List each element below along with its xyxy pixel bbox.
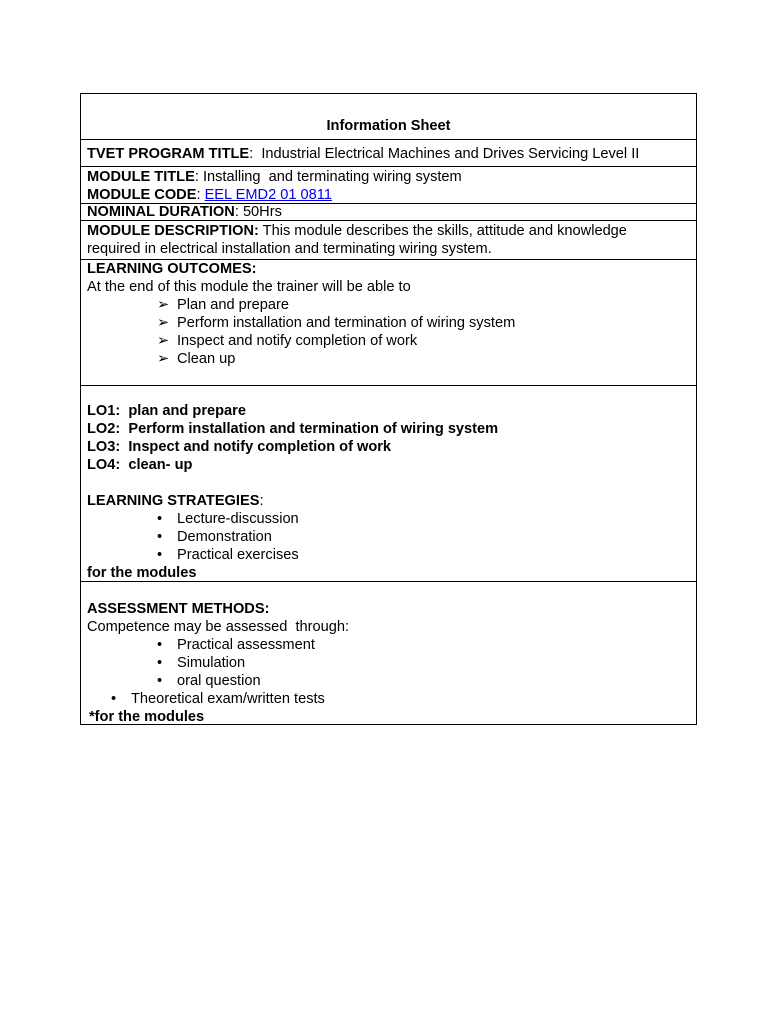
bullet-icon: • [157,547,163,563]
duration-value: 50Hrs [238,204,282,220]
program-title-label: TVET PROGRAM TITLE [87,146,250,162]
strategies-label: LEARNING STRATEGIES [87,493,260,509]
module-title-label: MODULE TITLE [87,169,195,185]
bullet-icon: • [157,529,163,545]
sheet-title-row [81,94,696,139]
module-title-sep: : [194,169,199,185]
arrow-bullet-icon: ➢ [157,333,170,349]
list-item: • oral question [157,673,261,689]
list-item: • Simulation [157,655,246,671]
arrow-bullet-icon: ➢ [157,297,170,313]
module-code-link[interactable]: EEL EMD2 01 0811 [204,187,332,203]
lo-strategies-row [81,385,696,581]
bullet-icon: • [157,673,163,689]
strategies-sep: : [259,493,264,509]
description-line1: This module describes the skills, attitude and knowledge [258,223,627,239]
list-item: ➢ Inspect and notify completion of work [157,333,418,349]
module-code-sep: : [196,187,205,203]
bullet-icon: • [157,655,163,671]
program-title-value: Industrial Electrical Machines and Drives Servicing Level II [253,146,640,162]
assessment-list [87,636,690,690]
assessment-row [81,581,696,724]
list-item: • Demonstration [157,529,272,545]
list-item: ➢ Clean up [157,351,236,367]
assessment-extra-list [87,690,690,708]
bullet-icon: • [157,511,163,527]
sheet-title: Information Sheet [326,118,451,134]
module-code-label: MODULE CODE [87,187,197,203]
assessment-intro: Competence may be assessed through: [87,619,350,635]
list-item: ➢ Plan and prepare [157,297,289,313]
list-item: • Practical assessment [157,637,315,653]
list-item: • Lecture-discussion [157,511,299,527]
program-title-sep: : [249,146,254,162]
information-sheet-table [80,93,697,725]
duration-label: NOMINAL DURATION [87,204,235,220]
assessment-label: ASSESSMENT METHODS: [87,601,270,617]
module-row [81,166,696,203]
duration-sep: : [234,204,239,220]
bullet-icon: • [111,691,117,707]
lo2-line: LO2: Perform installation and termination of wiring system [87,421,499,437]
description-label: MODULE DESCRIPTION: [87,223,259,239]
lo3-line: LO3: Inspect and notify completion of work [87,439,392,455]
lo1-line: LO1: plan and prepare [87,403,246,419]
arrow-bullet-icon: ➢ [157,315,170,331]
learning-outcomes-label: LEARNING OUTCOMES: [87,261,257,277]
program-title-row [81,139,696,166]
learning-outcomes-row [81,259,696,385]
bullet-icon: • [157,637,163,653]
learning-outcomes-intro: At the end of this module the trainer will be able to [87,279,411,295]
module-title-value: Installing and terminating wiring system [198,169,462,185]
list-item: • Practical exercises [157,547,299,563]
lo4-line: LO4: clean- up [87,457,193,473]
description-row [81,220,696,259]
strategies-footer: for the modules [87,565,197,581]
learning-outcomes-list [87,296,690,368]
strategies-list [87,510,690,564]
duration-row [81,203,696,220]
description-line2: required in electrical installation and terminating wiring system. [87,241,492,257]
assessment-footer: *for the modules [89,709,205,725]
list-item: ➢ Perform installation and termination of wiring system [157,315,516,331]
list-item: • Theoretical exam/written tests [111,691,325,707]
arrow-bullet-icon: ➢ [157,351,170,367]
